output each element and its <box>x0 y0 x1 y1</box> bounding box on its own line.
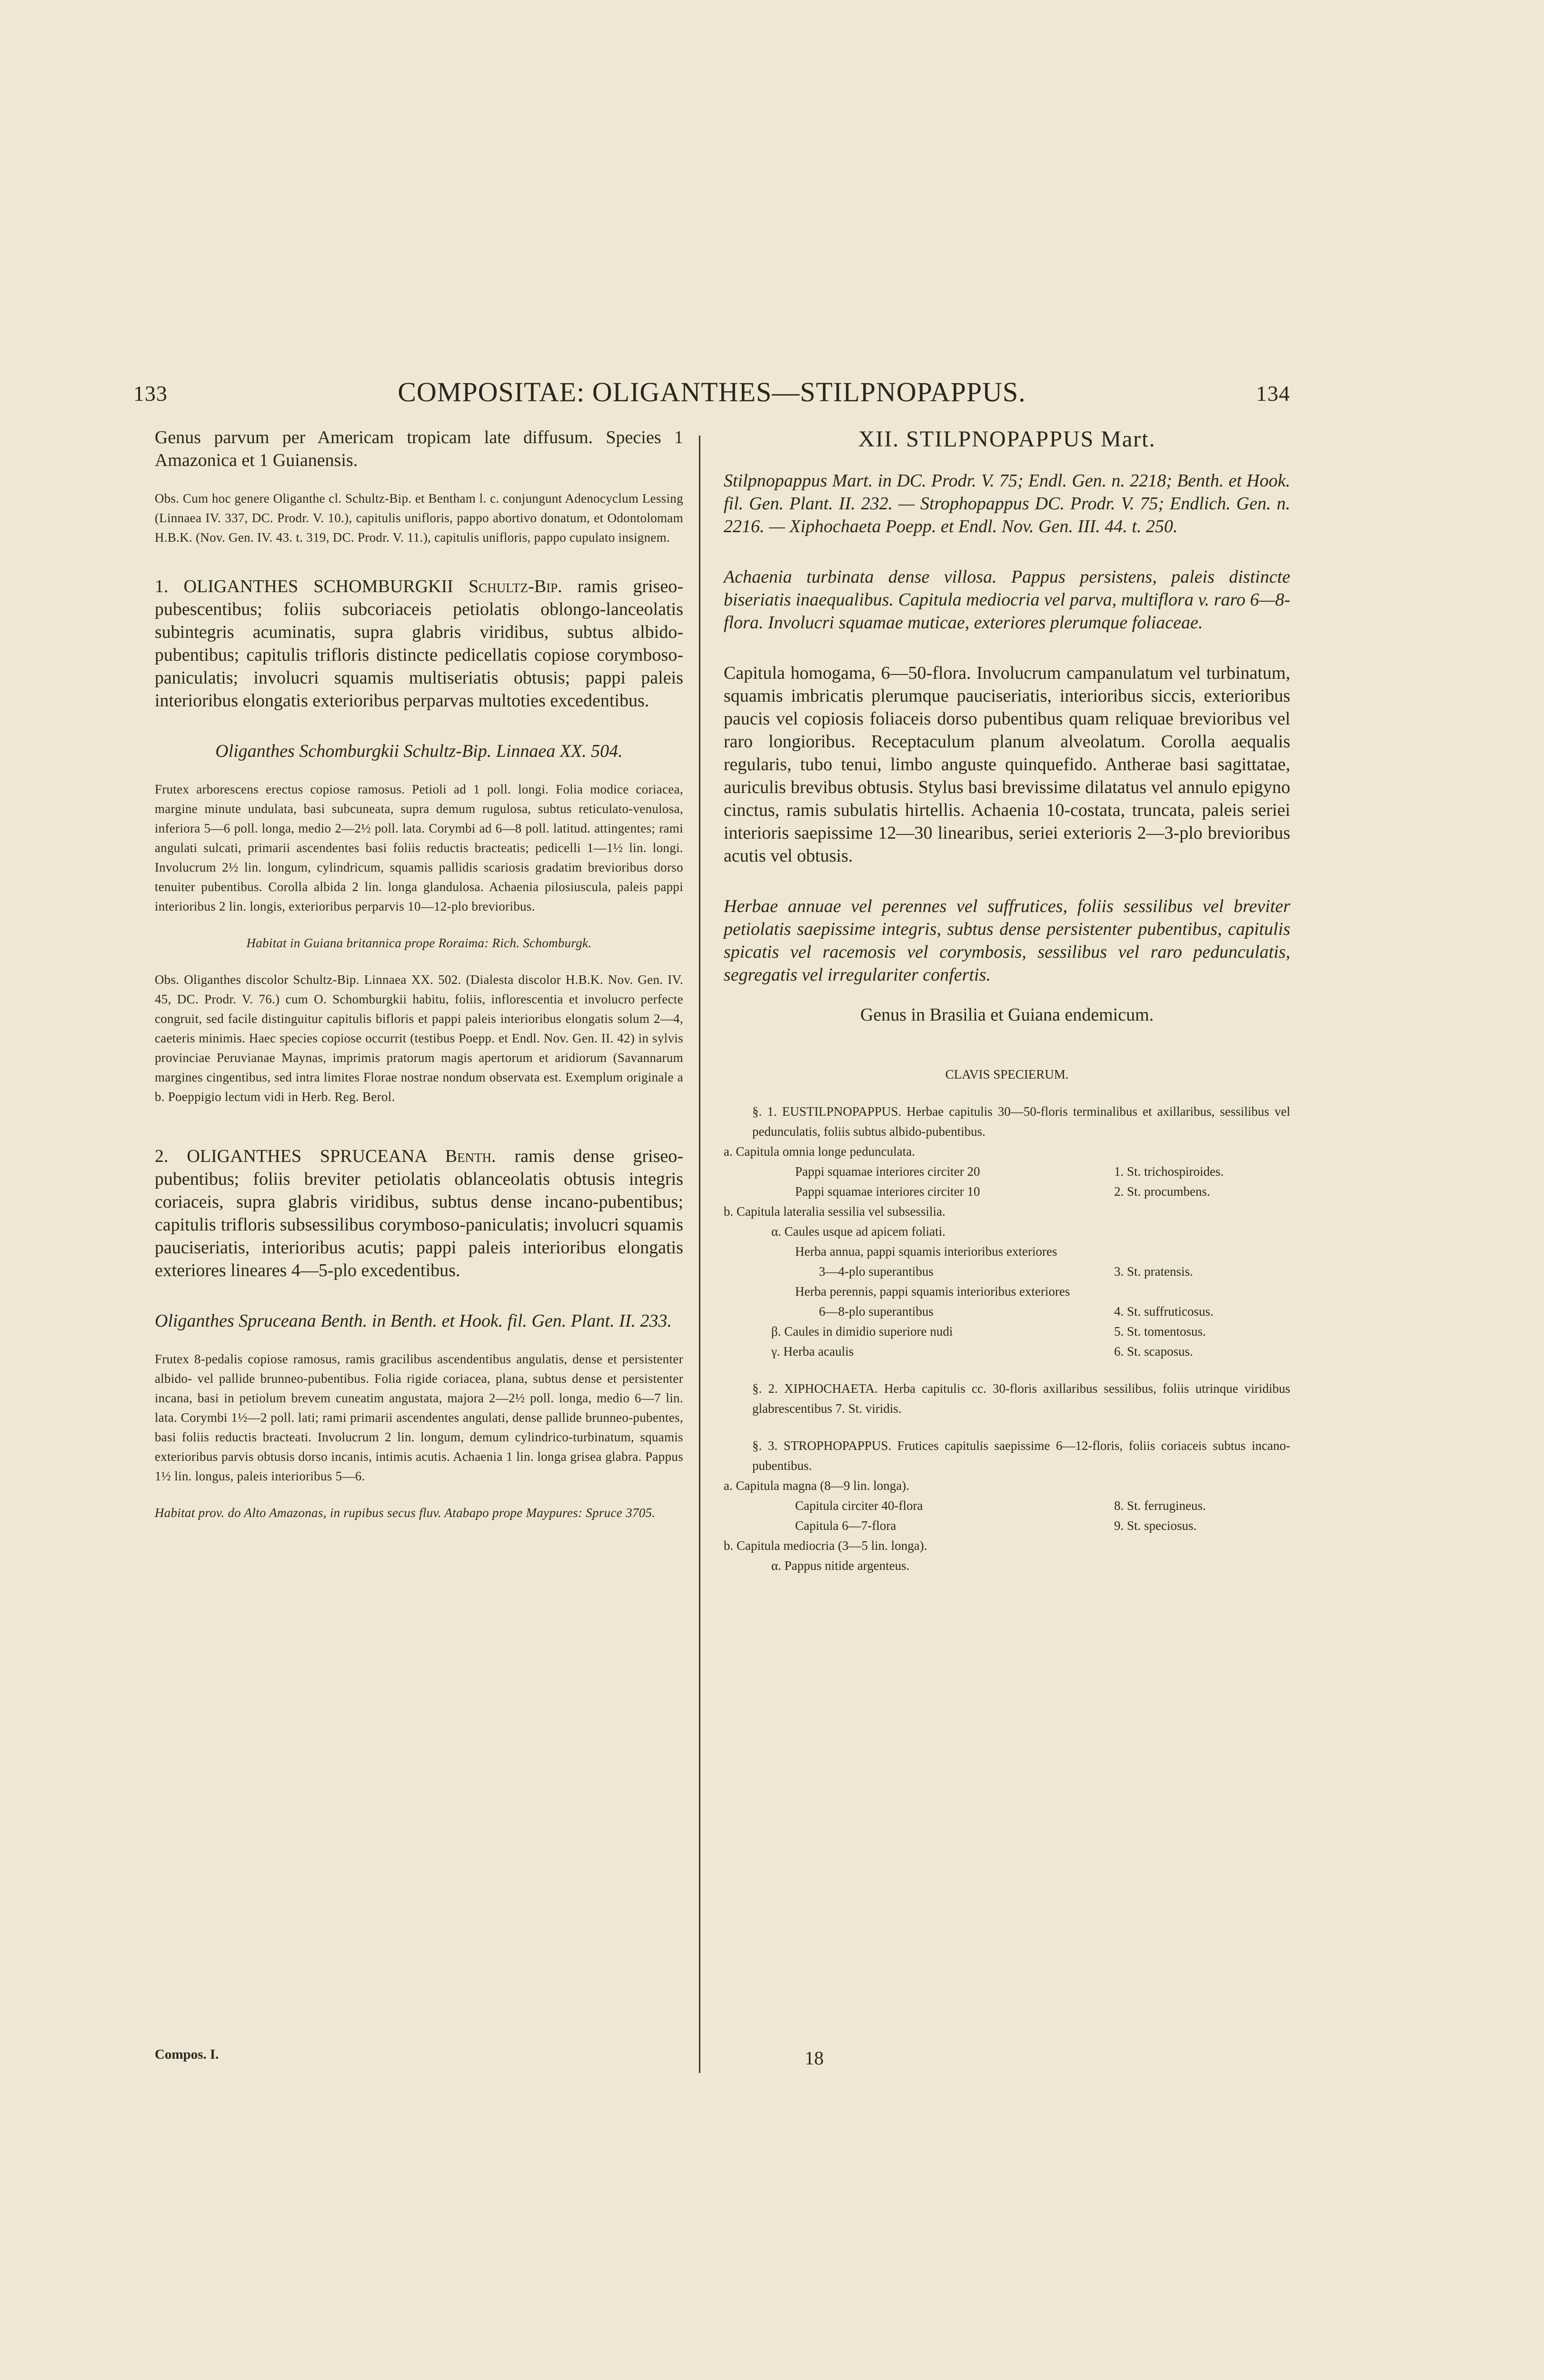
genus-title: XII. STILPNOPAPPUS Mart. <box>858 426 1156 452</box>
page-number-right: 134 <box>1256 381 1290 406</box>
key-line: Pappi squamae interiores circiter 20 1. St. trichospiroides. <box>795 1164 1224 1179</box>
species-key <box>724 1101 1290 1576</box>
key-line: α. Caules usque ad apicem foliati. <box>771 1224 946 1239</box>
species-1-diagnosis: 1. OLIGANTHES SCHOMBURGKII Schultz-Bip. ramis griseo-pubescentibus; foliis subcoriaceis petiolatis oblongo-lanceolatis subintegris acuminatis, supra glabris viridibus, subtus albido-pubentibus; capitulis trifloris distincte pedicellatis copiose corymboso-paniculatis; involucri squamis multiseriatis obtusis; pappi paleis interioribus elongatis exterioribus perparvas multoties excedentibus. <box>155 576 683 711</box>
key-line: b. Capitula mediocria (3—5 lin. longa). <box>724 1538 927 1553</box>
genus-distribution: Genus in Brasilia et Guiana endemicum. <box>860 1005 1154 1025</box>
key-section-2: §. 2. XIPHOCHAETA. Herba capitulis cc. 30-floris axillaribus sessilibus, foliis utrinque viridibus glabrescentibus 7. St. viridis. <box>752 1381 1290 1416</box>
genus-description: Capitula homogama, 6—50-flora. Involucrum campanulatum vel turbinatum, squamis imbricatis plerumque pauciseriatis, interioribus siccis, exterioribus paucis vel copiosis foliaceis dorso pubentibus quam reliquae brevioribus vel raro longioribus. Receptaculum planum alveolatum. Corolla aequalis regularis, tubo tenui, limbo anguste quinquefido. Antherae basi sagittatae, auriculis brevibus obtusis. Stylus basi brevissime dilatatus vel annulo epigyno cinctus, ramis subulatis hirtellis. Achaenia 10-costata, truncata, paleis seriei interioris saepissime 12—30 linearibus, seriei exterioris 2—3-plo brevioribus acutis vel obtusis. <box>724 663 1290 866</box>
key-line: 6—8-plo superantibus 4. St. suffruticosus. <box>819 1304 1214 1319</box>
key-line: β. Caules in dimidio superiore nudi 5. St. tomentosus. <box>771 1324 1206 1339</box>
species-1-reference: Oliganthes Schomburgkii Schultz-Bip. Linnaea XX. 504. <box>215 741 623 761</box>
species-1-habitat: Habitat in Guiana britannica prope Roraima: Rich. Schomburgk. <box>246 936 592 950</box>
sheet-signature: 18 <box>805 2047 824 2069</box>
species-2-habitat: Habitat prov. do Alto Amazonas, in rupibus secus fluv. Atabapo prope Maypures: Spruce 3705. <box>155 1506 656 1520</box>
observation-2: Obs. Oliganthes discolor Schultz-Bip. Linnaea XX. 502. (Dialesta discolor H.B.K. Nov. Gen. IV. 45, DC. Prodr. V. 76.) cum O. Schomburgkii habitu, foliis, inflorescentia et involucro perfecte congruit, sed facile distinguitur capitulis bifloris et pappi paleis interioribus elongatis solum 2—4, caeteris minimis. Haec species copiose occurrit (testibus Poepp. et Endl. Nov. Gen. II. 42) in sylvis provinciae Peruvianae Maynas, imprimis pratorum magis apertorum et aridiorum (Savannarum margines cingentibus, sed intra limites Florae nostrae nondum observata est. Exemplum originale a b. Poeppigio lectum vidi in Herb. Reg. Berol. <box>155 972 683 1104</box>
key-line: a. Capitula magna (8—9 lin. longa). <box>724 1478 909 1493</box>
genus-habit: Herbae annuae vel perennes vel suffrutices, foliis sessilibus vel breviter petiolatis saepissime integris, subtus dense persistenter pubentibus, capitulis spicatis vel racemosis vel corymbosis, sessilibus vel raro pedunculatis, segregatis vel irregulariter confertis. <box>724 896 1290 985</box>
key-line: Herba perennis, pappi squamis interioribus exteriores <box>795 1284 1070 1299</box>
key-line: Pappi squamae interiores circiter 10 2. St. procumbens. <box>795 1184 1210 1199</box>
page-number-left: 133 <box>133 381 168 406</box>
species-2-diagnosis: 2. OLIGANTHES SPRUCEANA Benth. ramis dense griseo-pubentibus; foliis breviter petiolatis oblanceolatis obtusis integris coriaceis, supra glabris viridibus, subtus dense incano-pubentibus; capitulis trifloris subsessilibus corymboso-paniculatis; involucri squamis pauciseriatis, interioribus acutis; pappi paleis interioribus elongatis exteriores lineares 4—5-plo excedentibus. <box>155 1146 683 1280</box>
key-section-1: §. 1. EUSTILPNOPAPPUS. Herbae capitulis 30—50-floris terminalibus et axillaribus, sessilibus vel pedunculatis, foliis subtus albido-pubentibus. <box>752 1104 1290 1139</box>
running-title: COMPOSITAE: OLIGANTHES—STILPNOPAPPUS. <box>398 377 1026 407</box>
footer-signature: Compos. I. <box>155 2047 219 2062</box>
left-column <box>155 426 683 1523</box>
clavis-title: CLAVIS SPECIERUM. <box>945 1067 1069 1081</box>
species-1-description: Frutex arborescens erectus copiose ramosus. Petioli ad 1 poll. longi. Folia modice coriacea, margine minute undulata, basi subcuneata, supra demum rugulosa, subtus reticulato-venulosa, inferiora 5—6 poll. longa, medio 2—2½ poll. lata. Corymbi ad 6—8 poll. latitud. attingentes; rami angulati sulcati, primarii ascendentes basi foliis reductis bracteatis; pedicelli 1—1½ lin. longi. Involucrum 2½ lin. longum, cylindricum, squamis pallidis scariosis gradatim brevioribus dorso tenuiter pubentibus. Corolla albida 2 lin. longa glandulosa. Achaenia pilosiuscula, paleis pappi interioribus 2 lin. longis, exterioribus perparvis 10—12-plo brevioribus. <box>155 782 683 913</box>
key-section-3: §. 3. STROPHOPAPPUS. Frutices capitulis saepissime 6—12-floris, foliis coriaceis subtus incano-pubentibus. <box>752 1438 1290 1473</box>
key-line: γ. Herba acaulis 6. St. scaposus. <box>771 1344 1193 1359</box>
running-header <box>133 376 1290 414</box>
species-1-heading: 1. OLIGANTHES SCHOMBURGKII Schultz-Bip. <box>155 576 562 596</box>
species-2-description: Frutex 8-pedalis copiose ramosus, ramis gracilibus ascendentibus angulatis, dense et persistenter albido- vel pallide brunneo-pubentibus. Folia rigide coriacea, plana, subtus dense et persistenter incana, basi in petiolum brevem cuneatim angustata, majora 2—2½ poll. longa, medio 6—7 lin. lata. Corymbi 1½—2 poll. lati; rami primarii ascendentes angulati, dense pallide brunneo-pubentes, basi foliis reductis bracteati. Involucrum 2 lin. longum, demum cylindrico-turbinatum, squamis exterioribus parvis obtusis dorso incanis, intimis acutis. Achaenia 1 lin. longa grisea glabra. Pappus 1½ lin. longus, paleis interioribus 5—6. <box>155 1352 683 1483</box>
genus-intro: Genus parvum per Americam tropicam late diffusum. Species 1 Amazonica et 1 Guianensis. <box>155 427 683 470</box>
key-line: α. Pappus nitide argenteus. <box>771 1558 910 1573</box>
right-column <box>724 426 1290 1576</box>
key-line: 3—4-plo superantibus 3. St. pratensis. <box>819 1264 1193 1279</box>
species-2-heading: 2. OLIGANTHES SPRUCEANA Benth. <box>155 1146 496 1166</box>
key-line: a. Capitula omnia longe pedunculata. <box>724 1144 915 1159</box>
key-line: Capitula 6—7-flora 9. St. speciosus. <box>795 1518 1197 1533</box>
synonymy: Stilpnopappus Mart. in DC. Prodr. V. 75; Endl. Gen. n. 2218; Benth. et Hook. fil. Gen. Plant. II. 232. — Strophopappus DC. Prodr. V. 75; Endlich. Gen. n. 2216. — Xiphochaeta Poepp. et Endl. Nov. Gen. III. 44. t. 250. <box>724 471 1290 536</box>
column-divider <box>699 436 700 2073</box>
genus-diagnosis: Achaenia turbinata dense villosa. Pappus persistens, paleis distincte biseriatis inaequalibus. Capitula mediocria vel parva, multiflora v. raro 6—8-flora. Involucri squamae muticae, exteriores plerumque foliaceae. <box>724 567 1290 633</box>
key-line: Capitula circiter 40-flora 8. St. ferrugineus. <box>795 1498 1206 1513</box>
key-line: b. Capitula lateralia sessilia vel subsessilia. <box>724 1204 946 1219</box>
species-2-reference: Oliganthes Spruceana Benth. in Benth. et Hook. fil. Gen. Plant. II. 233. <box>155 1311 672 1331</box>
observation-1: Obs. Cum hoc genere Oliganthe cl. Schultz-Bip. et Bentham l. c. conjungunt Adenocyclum Lessing (Linnaea IV. 337, DC. Prodr. V. 10.), capitulis unifloris, pappo abortivo donatum, et Odontolomam H.B.K. (Nov. Gen. IV. 43. t. 319, DC. Prodr. V. 11.), capitulis unifloris, pappo cupulato insignem. <box>155 491 683 545</box>
key-line: Herba annua, pappi squamis interioribus exteriores <box>795 1244 1057 1259</box>
